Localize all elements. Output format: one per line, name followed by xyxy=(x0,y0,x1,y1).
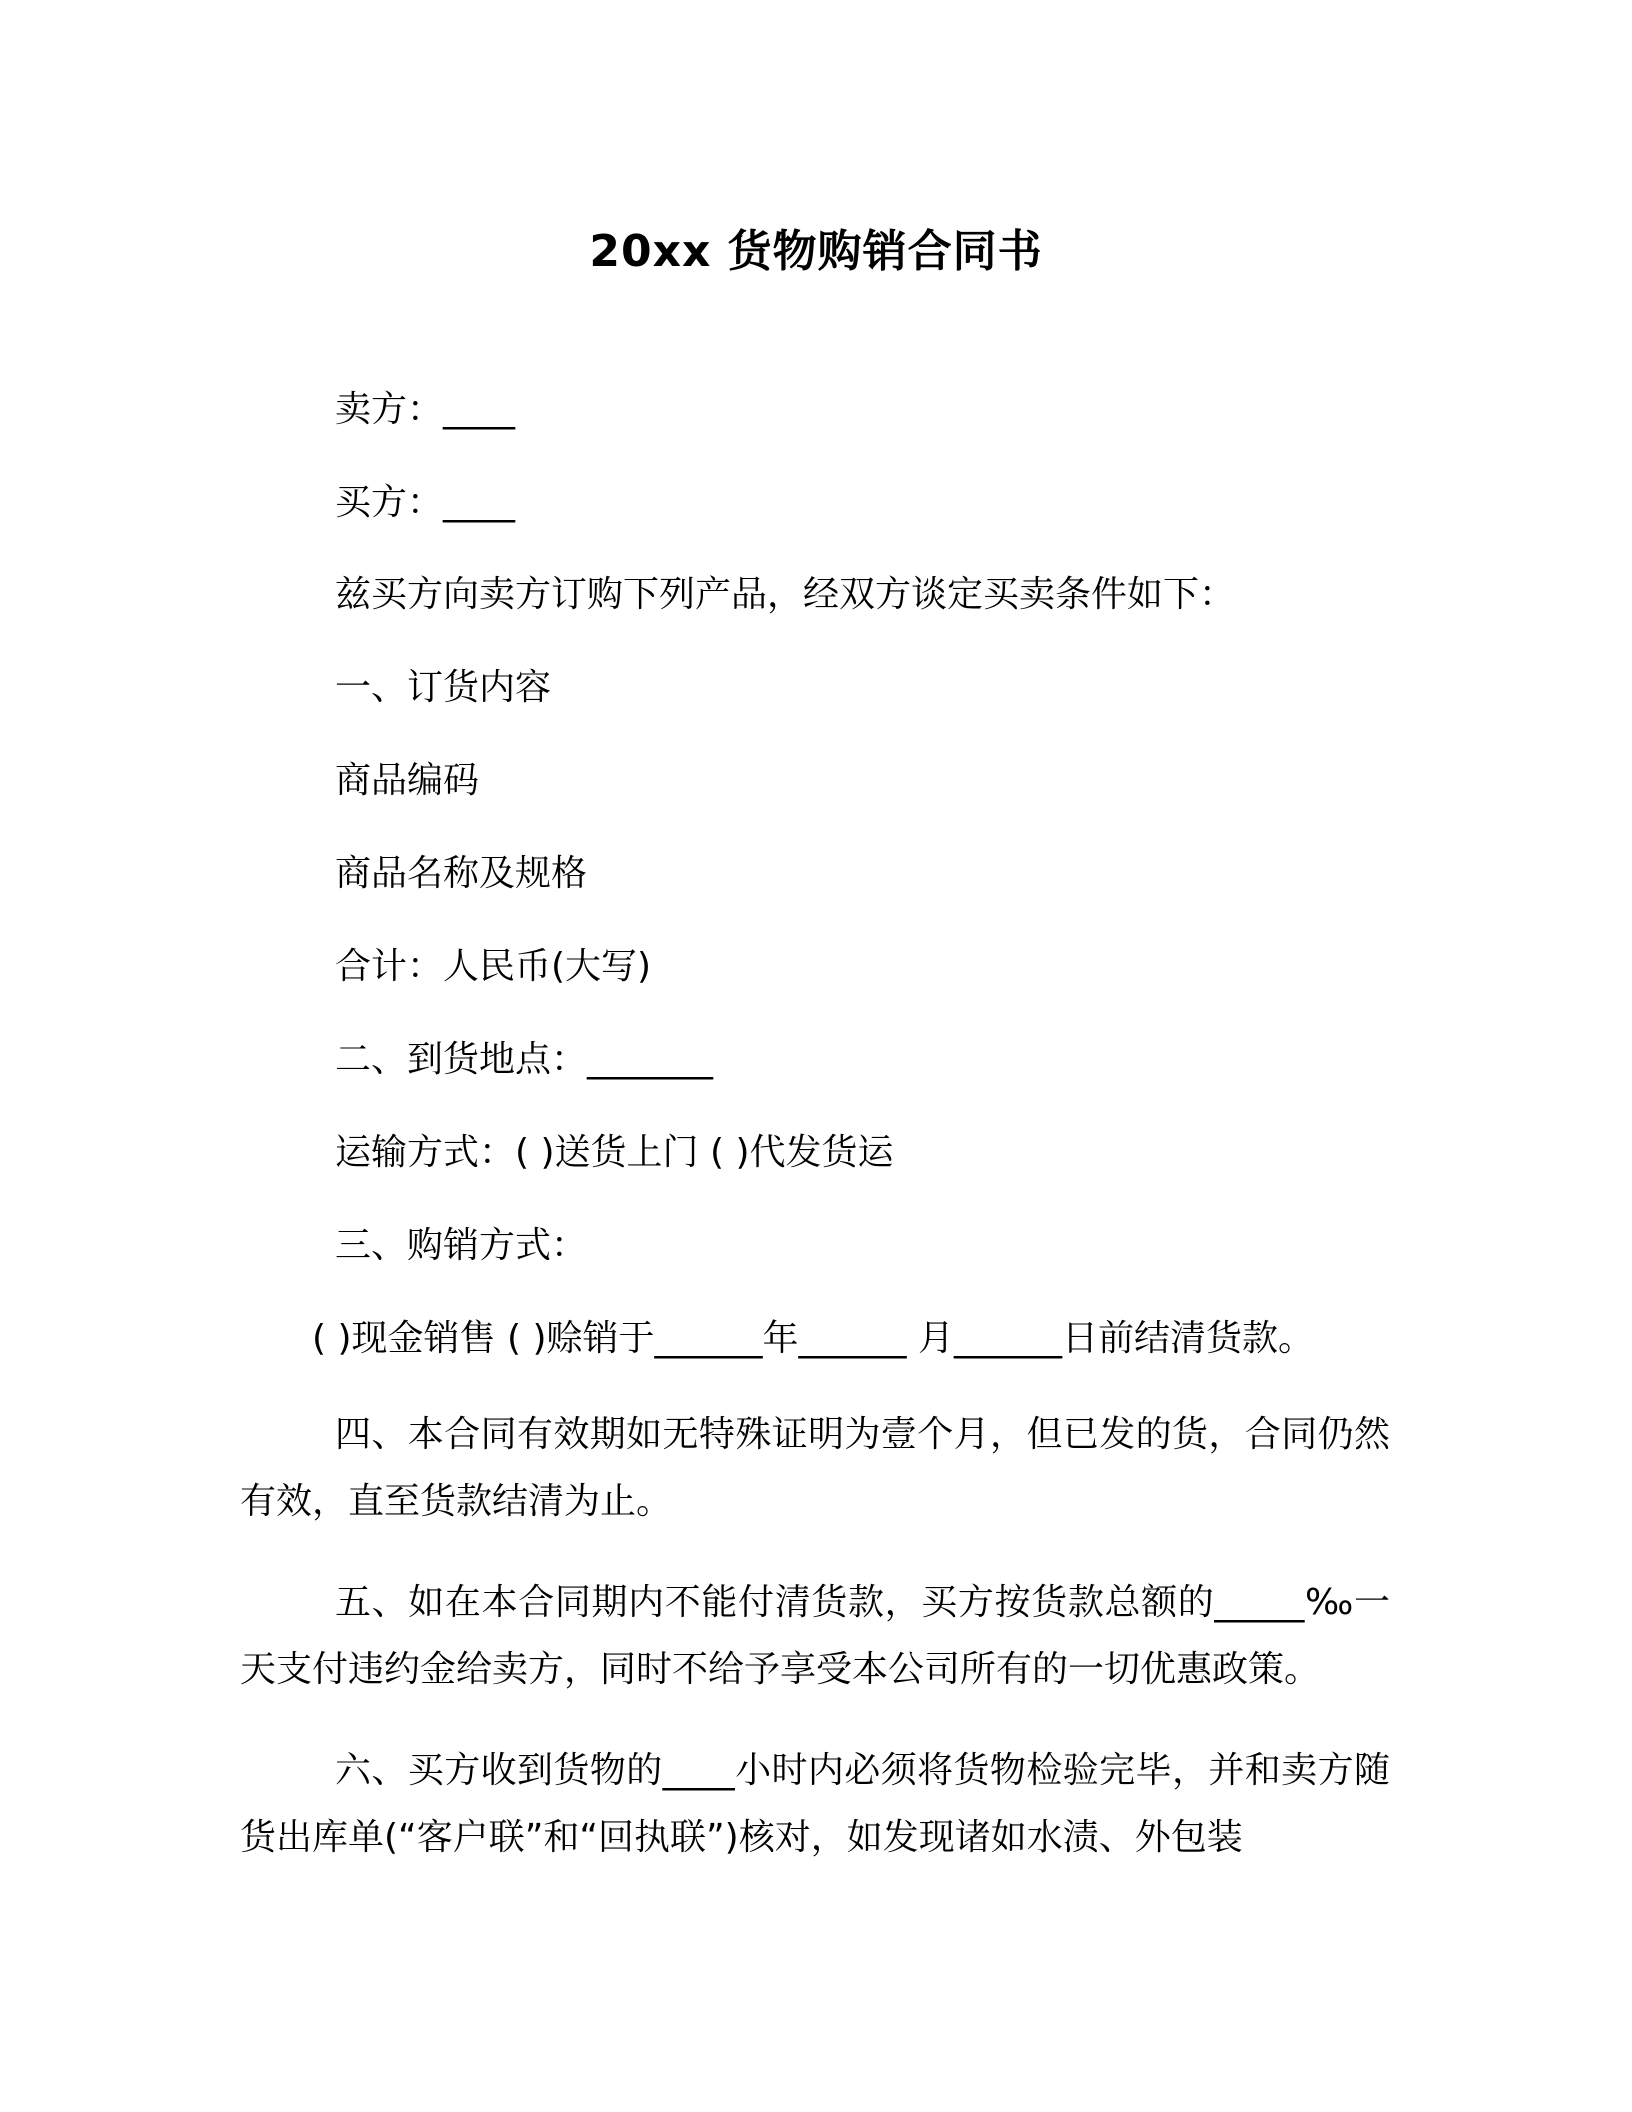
document-title: 20xx 货物购销合同书 xyxy=(589,226,1043,277)
section5-paragraph: 五、如在本合同期内不能付清货款，买方按货款总额的_____‰一天支付违约金给卖方，同时不给予享受本公司所有的一切优惠政策。 xyxy=(240,1582,1390,1690)
seller-line: 卖方：____ xyxy=(335,389,516,430)
total-line: 合计：人民币(大写) xyxy=(335,946,652,987)
section6-paragraph: 六、买方收到货物的____小时内必须将货物检验完毕，并和卖方随货出库单(“客户联”和“回执联”)核对，如发现诸如水渍、外包装 xyxy=(240,1750,1390,1858)
sales-method-line: ( )现金销售 ( )赊销于______年______ 月______日前结清货款。 xyxy=(312,1318,1314,1359)
buyer-line: 买方：____ xyxy=(335,482,516,523)
product-name-spec-label: 商品名称及规格 xyxy=(335,853,588,894)
section3-heading: 三、购销方式： xyxy=(335,1225,588,1266)
transport-method-line: 运输方式：( )送货上门 ( )代发货运 xyxy=(335,1132,894,1173)
intro-text: 兹买方向卖方订购下列产品，经双方谈定买卖条件如下： xyxy=(335,574,1236,615)
section1-heading: 一、订货内容 xyxy=(335,667,552,708)
product-code-label: 商品编码 xyxy=(335,760,480,801)
delivery-location-line: 二、到货地点：_______ xyxy=(335,1039,714,1080)
section4-paragraph: 四、本合同有效期如无特殊证明为壹个月，但已发的货，合同仍然有效，直至货款结清为止。 xyxy=(240,1414,1390,1522)
